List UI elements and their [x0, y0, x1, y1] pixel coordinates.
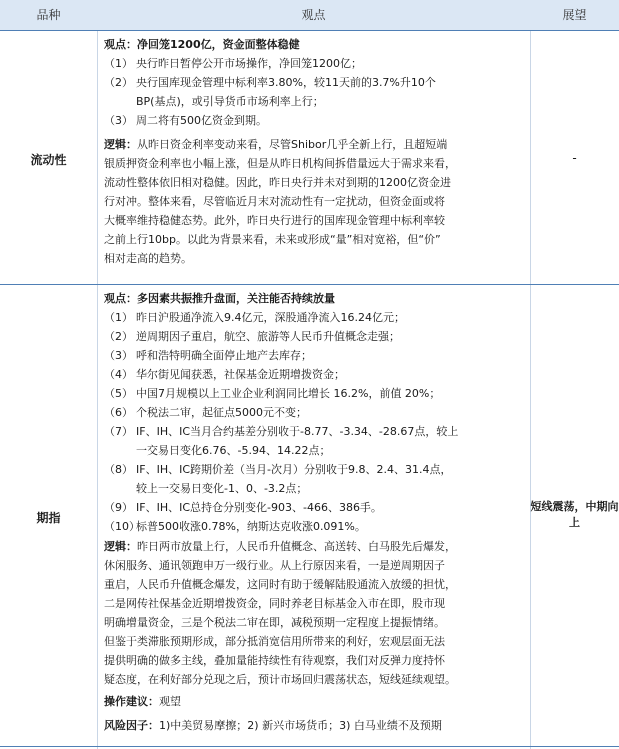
table-bottom-rule: [0, 746, 619, 747]
col-divider: [97, 31, 98, 284]
category-index-futures: 期指: [36, 511, 61, 525]
logic-paragraph-line: 疑态度，在利好部分兑现之后，预计市场回归震荡状态，短线延续观望。: [104, 673, 456, 686]
list-item: 一交易日变化6.76、-5.94、14.22点；: [136, 444, 331, 457]
logic-paragraph-line: 提供明确的做多主线，叠加量能持续性有待观察，我们对反弹力度持怀: [104, 654, 445, 667]
table-header: [0, 0, 619, 30]
outlook-index-futures: 短线震荡，中期向上: [530, 500, 619, 529]
logic-paragraph-line: 之前上行10bp。以此为背景来看，未来或形成“量”相对宽裕，但“价”: [104, 233, 441, 246]
list-item: （6） 个税法二审，起征点5000元不变；: [104, 406, 307, 419]
header-outlook: 展望: [562, 8, 587, 22]
category-liquidity: 流动性: [30, 153, 67, 167]
list-item: （1） 央行昨日暂停公开市场操作，净回笼1200亿；: [104, 57, 362, 70]
list-item: （2） 央行国库现金管理中标利率3.80%，较11天前的3.7%升10个: [104, 76, 436, 89]
logic-paragraph-line: 行对冲。整体来看，尽管临近月末对流动性有一定扰动，但资金面或将: [104, 195, 445, 208]
list-item: （2） 逆周期因子重启，航空、旅游等人民币升值概念走强；: [104, 330, 400, 343]
logic-paragraph-line: 休闲服务、通讯领跑申万一级行业。从上行原因来看，一是逆周期因子: [104, 559, 445, 572]
header-divider: [0, 30, 619, 31]
list-item: （10）标普500收涨0.78%，纳斯达克收涨0.091%。: [104, 520, 366, 533]
list-item: （1） 昨日沪股通净流入9.4亿元，深股通净流入16.24亿元；: [104, 311, 405, 324]
logic-paragraph-line: 但鉴于类滞胀预期形成，部分抵消宽信用所带来的利好，宏观层面无法: [104, 635, 445, 648]
list-item: 较上一交易日变化-1、0、-3.2点；: [136, 482, 308, 495]
header-view: 观点: [301, 8, 326, 22]
view-title: 观点：多因素共振推升盘面，关注能否持续放量: [104, 292, 335, 305]
logic-paragraph-line: 逻辑：昨日两市放量上行，人民币升值概念、高送转、白马股先后爆发，: [104, 540, 456, 553]
header-category: 品种: [36, 8, 61, 22]
row-divider: [0, 284, 619, 285]
list-item: （9） IF、IH、IC总持仓分别变化-903、-466、386手。: [104, 501, 382, 514]
logic-paragraph-line: 明确增量资金，三是个税法二审在即，减税预期一定程度上提振情绪。: [104, 616, 445, 629]
logic-paragraph-line: 相对走高的趋势。: [104, 252, 192, 265]
operation-advice: 操作建议：观望: [104, 695, 181, 708]
logic-paragraph-line: 重启，人民币升值概念爆发，这同时有助于缓解陆股通流入放缓的担忧，: [104, 578, 456, 591]
col-divider: [97, 285, 98, 749]
logic-paragraph-line: 流动性整体依旧相对稳健。因此，昨日央行并未对到期的1200亿资金进: [104, 176, 451, 189]
view-title: 观点：净回笼1200亿，资金面整体稳健: [104, 38, 300, 51]
list-item: BP(基点)，或引导货币市场利率上行；: [136, 95, 324, 108]
list-item: （4） 华尔街见闻获悉，社保基金近期增拨资金；: [104, 368, 345, 381]
list-item: （3） 呼和浩特明确全面停止地产去库存；: [104, 349, 312, 362]
list-item: （7） IF、IH、IC当月合约基差分别收于-8.77、-3.34、-28.67点，较上: [104, 425, 459, 438]
logic-paragraph-line: 大概率维持稳健态势。此外，昨日央行进行的国库现金管理中标利率较: [104, 214, 445, 227]
list-item: （3） 周二将有500亿资金到期。: [104, 114, 267, 127]
risk-factors: 风险因子：1)中美贸易摩擦；2) 新兴市场货币；3) 白马业绩不及预期: [104, 719, 442, 732]
logic-paragraph-line: 二是网传社保基金近期增拨资金，同时养老目标基金入市在即，股市现: [104, 597, 445, 610]
logic-paragraph-line: 银质押资金利率也小幅上涨，但是从昨日机构间拆借量远大于需求来看，: [104, 157, 456, 170]
list-item: （5） 中国7月规模以上工业企业利润同比增长 16.2%，前值 20%；: [104, 387, 441, 400]
logic-paragraph-line: 逻辑：从昨日资金利率变动来看，尽管Shibor几乎全新上行，且超短端: [104, 138, 448, 151]
list-item: （8） IF、IH、IC跨期价差（当月-次月）分别收于9.8、2.4、31.4点，: [104, 463, 452, 476]
outlook-liquidity: -: [572, 151, 577, 165]
